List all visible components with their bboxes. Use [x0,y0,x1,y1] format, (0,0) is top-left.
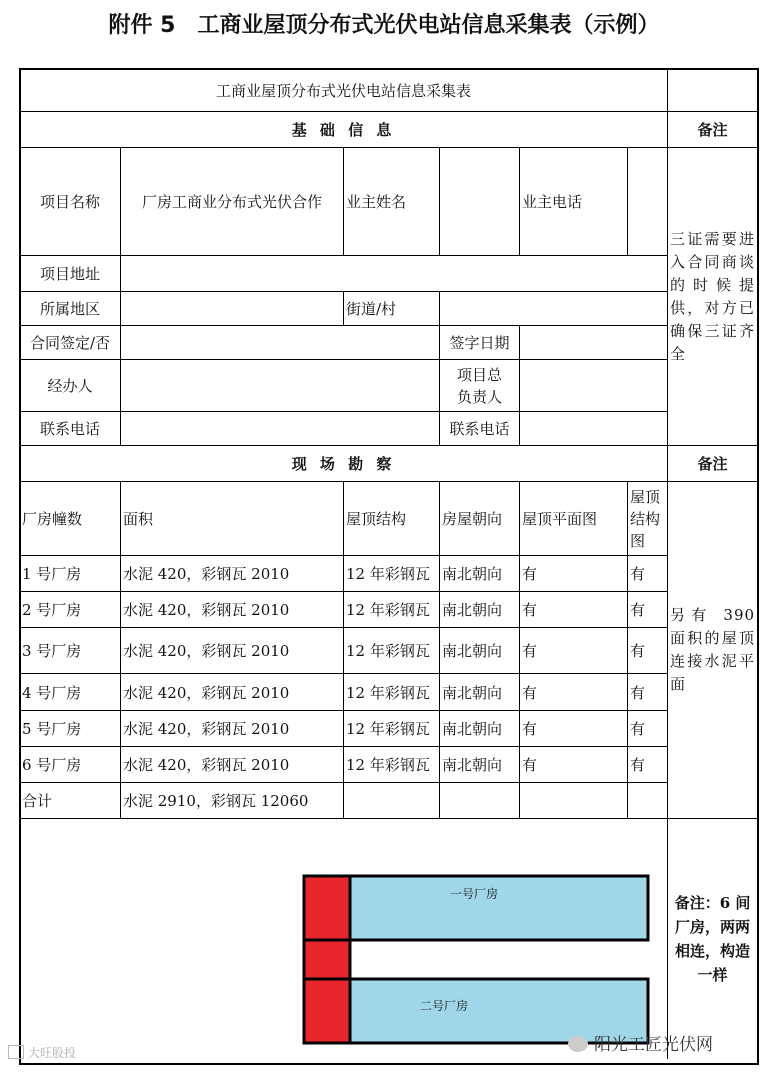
page-heading: 附件 5 工商业屋顶分布式光伏电站信息采集表（示例） [108,13,660,38]
remark-header-2: 备注 [668,446,758,482]
table-cell: 4 号厂房 [20,674,121,711]
survey-header-cell: 面积 [121,482,344,556]
survey-header-cell: 厂房幢数 [20,482,121,556]
table-cell: 12 年彩钢瓦 [344,711,440,747]
table-cell: 有 [520,711,628,747]
table-cell: 水泥 420，彩钢瓦 2010 [121,674,344,711]
table-cell: 3 号厂房 [20,628,121,674]
contact2-label: 联系电话 [440,412,520,446]
red-block-middle [304,940,350,979]
table-cell: 12 年彩钢瓦 [344,556,440,592]
region-label: 所属地区 [20,292,121,326]
project-name-value: 厂房工商业分布式光伏合作 [121,148,344,256]
building-1 [350,876,648,940]
table-cell: 南北朝向 [440,674,520,711]
table-cell: 12 年彩钢瓦 [344,747,440,783]
red-block-top [304,876,350,940]
diagram-remark: 备注：6 间厂房，两两相连，构造一样 [668,819,758,1059]
total-label: 合计 [20,783,121,819]
table-cell: 南北朝向 [440,628,520,674]
total-value: 水泥 2910，彩钢瓦 12060 [121,783,344,819]
table-cell: 有 [520,747,628,783]
survey-remark: 另有 390 面积的屋顶连接水泥平面 [668,482,758,819]
table-cell: 南北朝向 [440,592,520,628]
handler-label: 经办人 [20,360,121,412]
wechat-icon [568,1036,588,1052]
address-label: 项目地址 [20,256,121,292]
table-cell: 有 [628,592,668,628]
building-1-label: 一号厂房 [450,887,499,901]
table-cell: 12 年彩钢瓦 [344,628,440,674]
red-block-bottom [304,979,350,1043]
section-site-survey: 现 场 勘 察 [20,446,668,482]
watermark-right: 阳光工匠光伏网 [568,1030,713,1055]
table-cell: 有 [520,592,628,628]
remark-header: 备注 [668,112,758,148]
table-cell: 12 年彩钢瓦 [344,674,440,711]
table-cell: 水泥 420，彩钢瓦 2010 [121,711,344,747]
table-cell: 水泥 420，彩钢瓦 2010 [121,747,344,783]
table-cell: 南北朝向 [440,556,520,592]
table-cell: 2 号厂房 [20,592,121,628]
owner-phone-label: 业主电话 [520,148,628,256]
table-cell: 南北朝向 [440,711,520,747]
street-label: 街道/村 [344,292,440,326]
sign-date-label: 签字日期 [440,326,520,360]
survey-header-cell: 屋顶平面图 [520,482,628,556]
table-cell: 有 [520,628,628,674]
contract-label: 合同签定/否 [20,326,121,360]
building-2-label: 二号厂房 [420,999,469,1013]
table-cell: 水泥 420，彩钢瓦 2010 [121,592,344,628]
logo-icon [8,1045,24,1059]
table-cell: 1 号厂房 [20,556,121,592]
survey-header-cell: 房屋朝向 [440,482,520,556]
watermark-left: 大旺股投 [8,1044,76,1061]
basic-remark: 三证需要进入合同商谈的时候提供，对方已确保三证齐全 [668,148,758,446]
table-cell: 12 年彩钢瓦 [344,592,440,628]
table-cell: 南北朝向 [440,747,520,783]
table-cell: 有 [520,674,628,711]
table-cell: 有 [628,711,668,747]
survey-header-cell: 屋顶结构图 [628,482,668,556]
table-title: 工商业屋顶分布式光伏电站信息采集表 [20,69,668,112]
project-name-label: 项目名称 [20,148,121,256]
table-cell: 水泥 420，彩钢瓦 2010 [121,628,344,674]
owner-name-label: 业主姓名 [344,148,440,256]
table-cell: 有 [628,628,668,674]
table-cell: 5 号厂房 [20,711,121,747]
section-basic-info: 基 础 信 息 [20,112,668,148]
table-cell: 水泥 420，彩钢瓦 2010 [121,556,344,592]
table-cell: 有 [628,674,668,711]
table-cell: 6 号厂房 [20,747,121,783]
table-cell: 有 [628,556,668,592]
table-cell: 有 [628,747,668,783]
table-cell: 有 [520,556,628,592]
contact-label: 联系电话 [20,412,121,446]
project-lead-label: 项目总负责人 [440,360,520,412]
survey-header-cell: 屋顶结构 [344,482,440,556]
